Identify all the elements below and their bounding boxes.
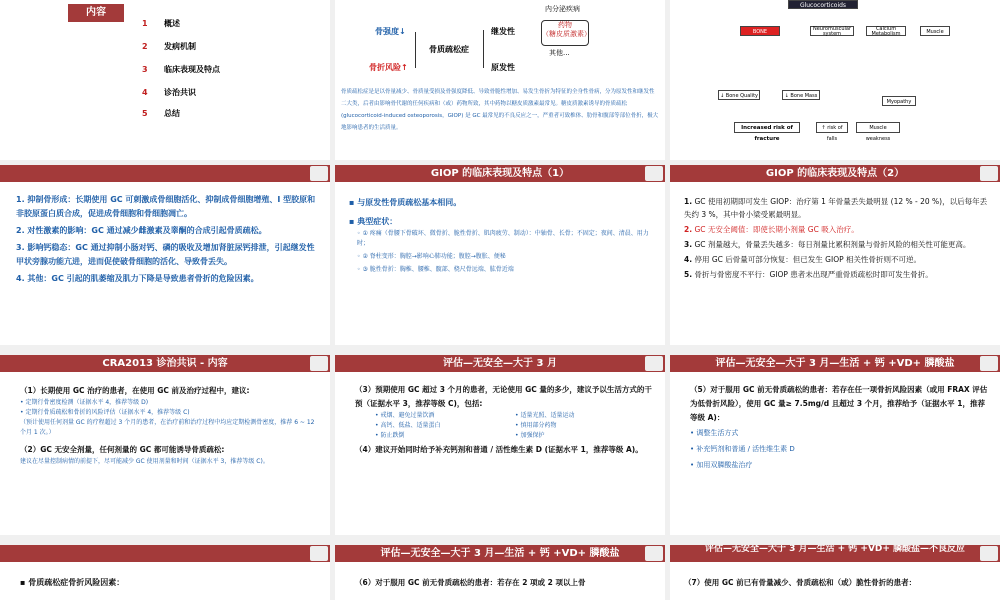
slide-header: 评估—无安全—大于 3 月—生活 + 钙 +VD+ 膦酸盐	[670, 355, 1000, 372]
slide-gc-flowchart[interactable]	[670, 0, 1000, 160]
slide-header: 评估—无安全—大于 3 月—生活 + 钙 +VD+ 膦酸盐—不良反应	[670, 545, 1000, 562]
other-label: 其他...	[549, 49, 570, 57]
secondary-label: 继发性	[491, 27, 515, 36]
slide-clinical-2[interactable]	[670, 165, 1000, 345]
fracture-risk-box: Increased risk of fracture	[734, 122, 800, 133]
slide-header: GIOP 的临床表现及特点（2）	[670, 165, 1000, 182]
toc-item-1[interactable]: 1 概述	[142, 19, 180, 28]
slide-mechanism[interactable]	[0, 165, 330, 345]
cra-line-4: 建议在尽量控制病情的前提下，尽可能减少 GC 使用剂量和时间（证据水平 3，推荐等级 C)。	[20, 458, 269, 465]
calcium-box: Calcium Metabolism	[866, 26, 906, 36]
feature-item-5: 5. 骨折与骨密度不平行：GIOP 患者未出现严重骨质疏松时即可发生骨折。	[684, 270, 933, 279]
cra-point-2: （2）GC 无安全剂量，任何剂量的 GC 都可能诱导骨质疏松:	[20, 445, 225, 454]
avatar-icon	[645, 546, 663, 561]
muscle-box: Muscle	[920, 26, 950, 36]
avatar-icon	[980, 166, 998, 181]
avatar-icon	[310, 546, 328, 561]
symptom-spine: ◦ ② 脊柱变形：胸腔→影响心肺功能；腹腔→腹胀、便秘	[357, 253, 506, 260]
gc-title: Glucocorticoids	[788, 0, 858, 9]
slide-header	[0, 165, 330, 182]
avatar-icon	[310, 356, 328, 371]
mechanism-item-3: 3. 影响钙稳态：GC 通过抑制小肠对钙、磷的吸收及增加肾脏尿钙排泄，引起继发性甲状旁腺功能亢进，进而促使破骨细胞的活化、导致骨丢失。	[16, 243, 315, 266]
clinical-bullet-2: ▪ 典型症状：	[349, 217, 398, 226]
symptom-fracture: ◦ ③ 脆性骨折：胸椎、腰椎、髋部、桡尺骨远端、肱骨近端	[357, 266, 514, 273]
slide-osteoporosis-diagram[interactable]	[335, 0, 665, 160]
slide-header: 评估—无安全—大于 3 月	[335, 355, 665, 372]
option-4: • 慎用部分药物	[515, 422, 557, 429]
cra-point-1: （1）长期使用 GC 治疗的患者，在使用 GC 前及治疗过程中，建议:	[20, 386, 250, 395]
measure-2: • 补充钙剂和普通 / 活性维生素 D	[690, 445, 795, 453]
slide-assess-1[interactable]	[335, 355, 665, 535]
primary-label: 原发性	[491, 63, 515, 72]
bone-quality-box: ↓ Bone Quality	[718, 90, 760, 100]
avatar-icon	[980, 546, 998, 561]
falls-box: ↑ risk of falls	[816, 122, 848, 133]
avatar-icon	[645, 356, 663, 371]
slide-assess-2[interactable]	[670, 355, 1000, 535]
slide-header: CRA2013 诊治共识 - 内容	[0, 355, 330, 372]
assess-point-3: （3）预期使用 GC 超过 3 个月的患者，无论使用 GC 量的多少，建议予以生活方式的干预（证据水平 3，推荐等级 C)，包括:	[355, 385, 652, 408]
assess-point-5: （5）对于服用 GC 前无骨质疏松的患者：若存在任一项骨折风险因素（或用 FRAX 评估为低骨折风险），使用 GC 量≥ 7.5mg/d 且超过 3 个月，推荐给予（证据水平 1，推荐等级 A)：	[690, 385, 988, 422]
option-2: • 适量光照、适量运动	[515, 412, 575, 419]
slide-header: GIOP 的临床表现及特点（1）	[335, 165, 665, 182]
osteoporosis-label: 骨质疏松症	[429, 45, 469, 54]
toc-item-4[interactable]: 4 诊治共识	[142, 88, 196, 97]
assess-point-4: （4）建议开始同时给予补充钙剂和普通 / 活性维生素 D (证据水平 1，推荐等级 A)。	[355, 445, 643, 454]
option-1: • 戒烟、避免过量饮酒	[375, 412, 435, 419]
mechanism-item-2: 2. 对性激素的影响：GC 通过减少雌激素及睾酮的合成引起骨质疏松。	[16, 226, 267, 235]
slide-risk-factors[interactable]	[0, 545, 330, 600]
assess-point-7: （7）使用 GC 前已有骨量减少、骨质疏松和（或）脆性骨折的患者：	[684, 578, 917, 587]
myopathy-box: Myopathy	[882, 96, 916, 106]
slide-assess-3[interactable]	[335, 545, 665, 600]
risk-factors-title: ▪ 骨质疏松症骨折风险因素：	[20, 578, 125, 587]
mechanism-item-4: 4. 其他：GC 引起的肌萎缩及肌力下降是导致患者骨折的危险因素。	[16, 274, 259, 283]
bone-mass-box: ↓ Bone Mass	[782, 90, 820, 100]
toc-item-5[interactable]: 5 总结	[142, 109, 180, 118]
slide-toc[interactable]	[0, 0, 330, 160]
drug-box: 药物 （糖皮质激素）	[541, 20, 589, 46]
avatar-icon	[645, 166, 663, 181]
toc-item-2[interactable]: 2 发病机制	[142, 42, 196, 51]
clinical-bullet-1: ▪ 与原发性骨质疏松基本相同。	[349, 198, 462, 207]
definition-paragraph: 骨质疏松症是是以骨量减少、骨质量受损及骨强度降低、导致骨脆性增加、易发生骨折为特征的全身性骨病，分为原发性和继发性二大类，后者由影响骨代谢的任何疾病和（或）药物所致，其中药物以糖皮质激素最常见。糖皮质激素诱导的骨质疏松 (glucocorticoid-induced osteoporosis，GIOP) 是 GC 最常见的不良反应之一，严重者可致椎体、肋骨和髋部等部位骨折，极大地影响患者的生活质量。	[341, 89, 659, 131]
avatar-icon	[310, 166, 328, 181]
feature-item-2: 2. GC 无安全阈值：即使长期小剂量 GC 吸入治疗。	[684, 225, 859, 234]
cra-line-1: • 定期行骨密度检测（证据水平 4，推荐等级 D)	[20, 399, 149, 406]
slide-clinical-1[interactable]	[335, 165, 665, 345]
slide-cra2013[interactable]	[0, 355, 330, 535]
bone-box: BONE	[740, 26, 780, 36]
bone-strength-label: 骨强度↓	[375, 27, 406, 36]
cra-line-2: • 定期行骨质疏松和骨折的风险评估（证据水平 4，推荐等级 C)	[20, 409, 190, 416]
fracture-risk-label: 骨折风险↑	[369, 63, 408, 72]
slide-header	[0, 545, 330, 562]
mechanism-item-1: 1. 抑制骨形成：长期使用 GC 可刺激成骨细胞活化、抑制成骨细胞增殖、I 型胶原和非胶原蛋白质合成，促进成骨细胞和骨细胞凋亡。	[16, 195, 316, 218]
slide-header: 评估—无安全—大于 3 月—生活 + 钙 +VD+ 膦酸盐	[335, 545, 665, 562]
slide-assess-4[interactable]	[670, 545, 1000, 600]
assess-point-6: （6）对于服用 GC 前无骨质疏松的患者：若存在 2 项或 2 项以上骨	[355, 578, 586, 587]
feature-item-4: 4. 停用 GC 后骨量可部分恢复：但已发生 GIOP 相关性骨折则不可逆。	[684, 255, 922, 264]
option-3: • 高钙、低盐、适量蛋白	[375, 422, 441, 429]
endocrine-label: 内分泌疾病	[545, 5, 580, 13]
muscle-weakness-box: Muscle weakness	[856, 122, 900, 133]
option-5: • 防止跌倒	[375, 432, 405, 439]
avatar-icon	[980, 356, 998, 371]
measure-1: • 调整生活方式	[690, 429, 739, 437]
cra-line-3: （预计使用任何剂量 GC 的疗程超过 3 个月的患者，在治疗前和治疗过程中均应定期检测骨密度，推荐 6 ~ 12 个月 1 次。）	[20, 419, 315, 436]
measure-3: • 加用双膦酸盐治疗	[690, 461, 753, 469]
symptom-pain: ◦ ① 疼痛（骨腰下骨破坏、微骨折、脆性骨折、肌肉疲劳、制动）：中轴骨、长骨；不固定；夜间、清晨、用力时；	[357, 230, 649, 247]
toc-item-3[interactable]: 3 临床表现及特点	[142, 65, 220, 74]
feature-item-3: 3. GC 剂量越大，骨量丢失越多：每日剂量比累积剂量与骨折风险的相关性可能更高。	[684, 240, 971, 249]
toc-title: 内容	[68, 4, 124, 22]
option-6: • 加强保护	[515, 432, 545, 439]
neuro-box: Neuromuscular system	[810, 26, 854, 36]
feature-item-1: 1. GC 使用初期即可发生 GIOP：治疗第 1 年骨量丢失最明显 (12 % - 20 %)，以后每年丢失约 3 %，其中骨小梁受累最明显。	[684, 197, 988, 219]
